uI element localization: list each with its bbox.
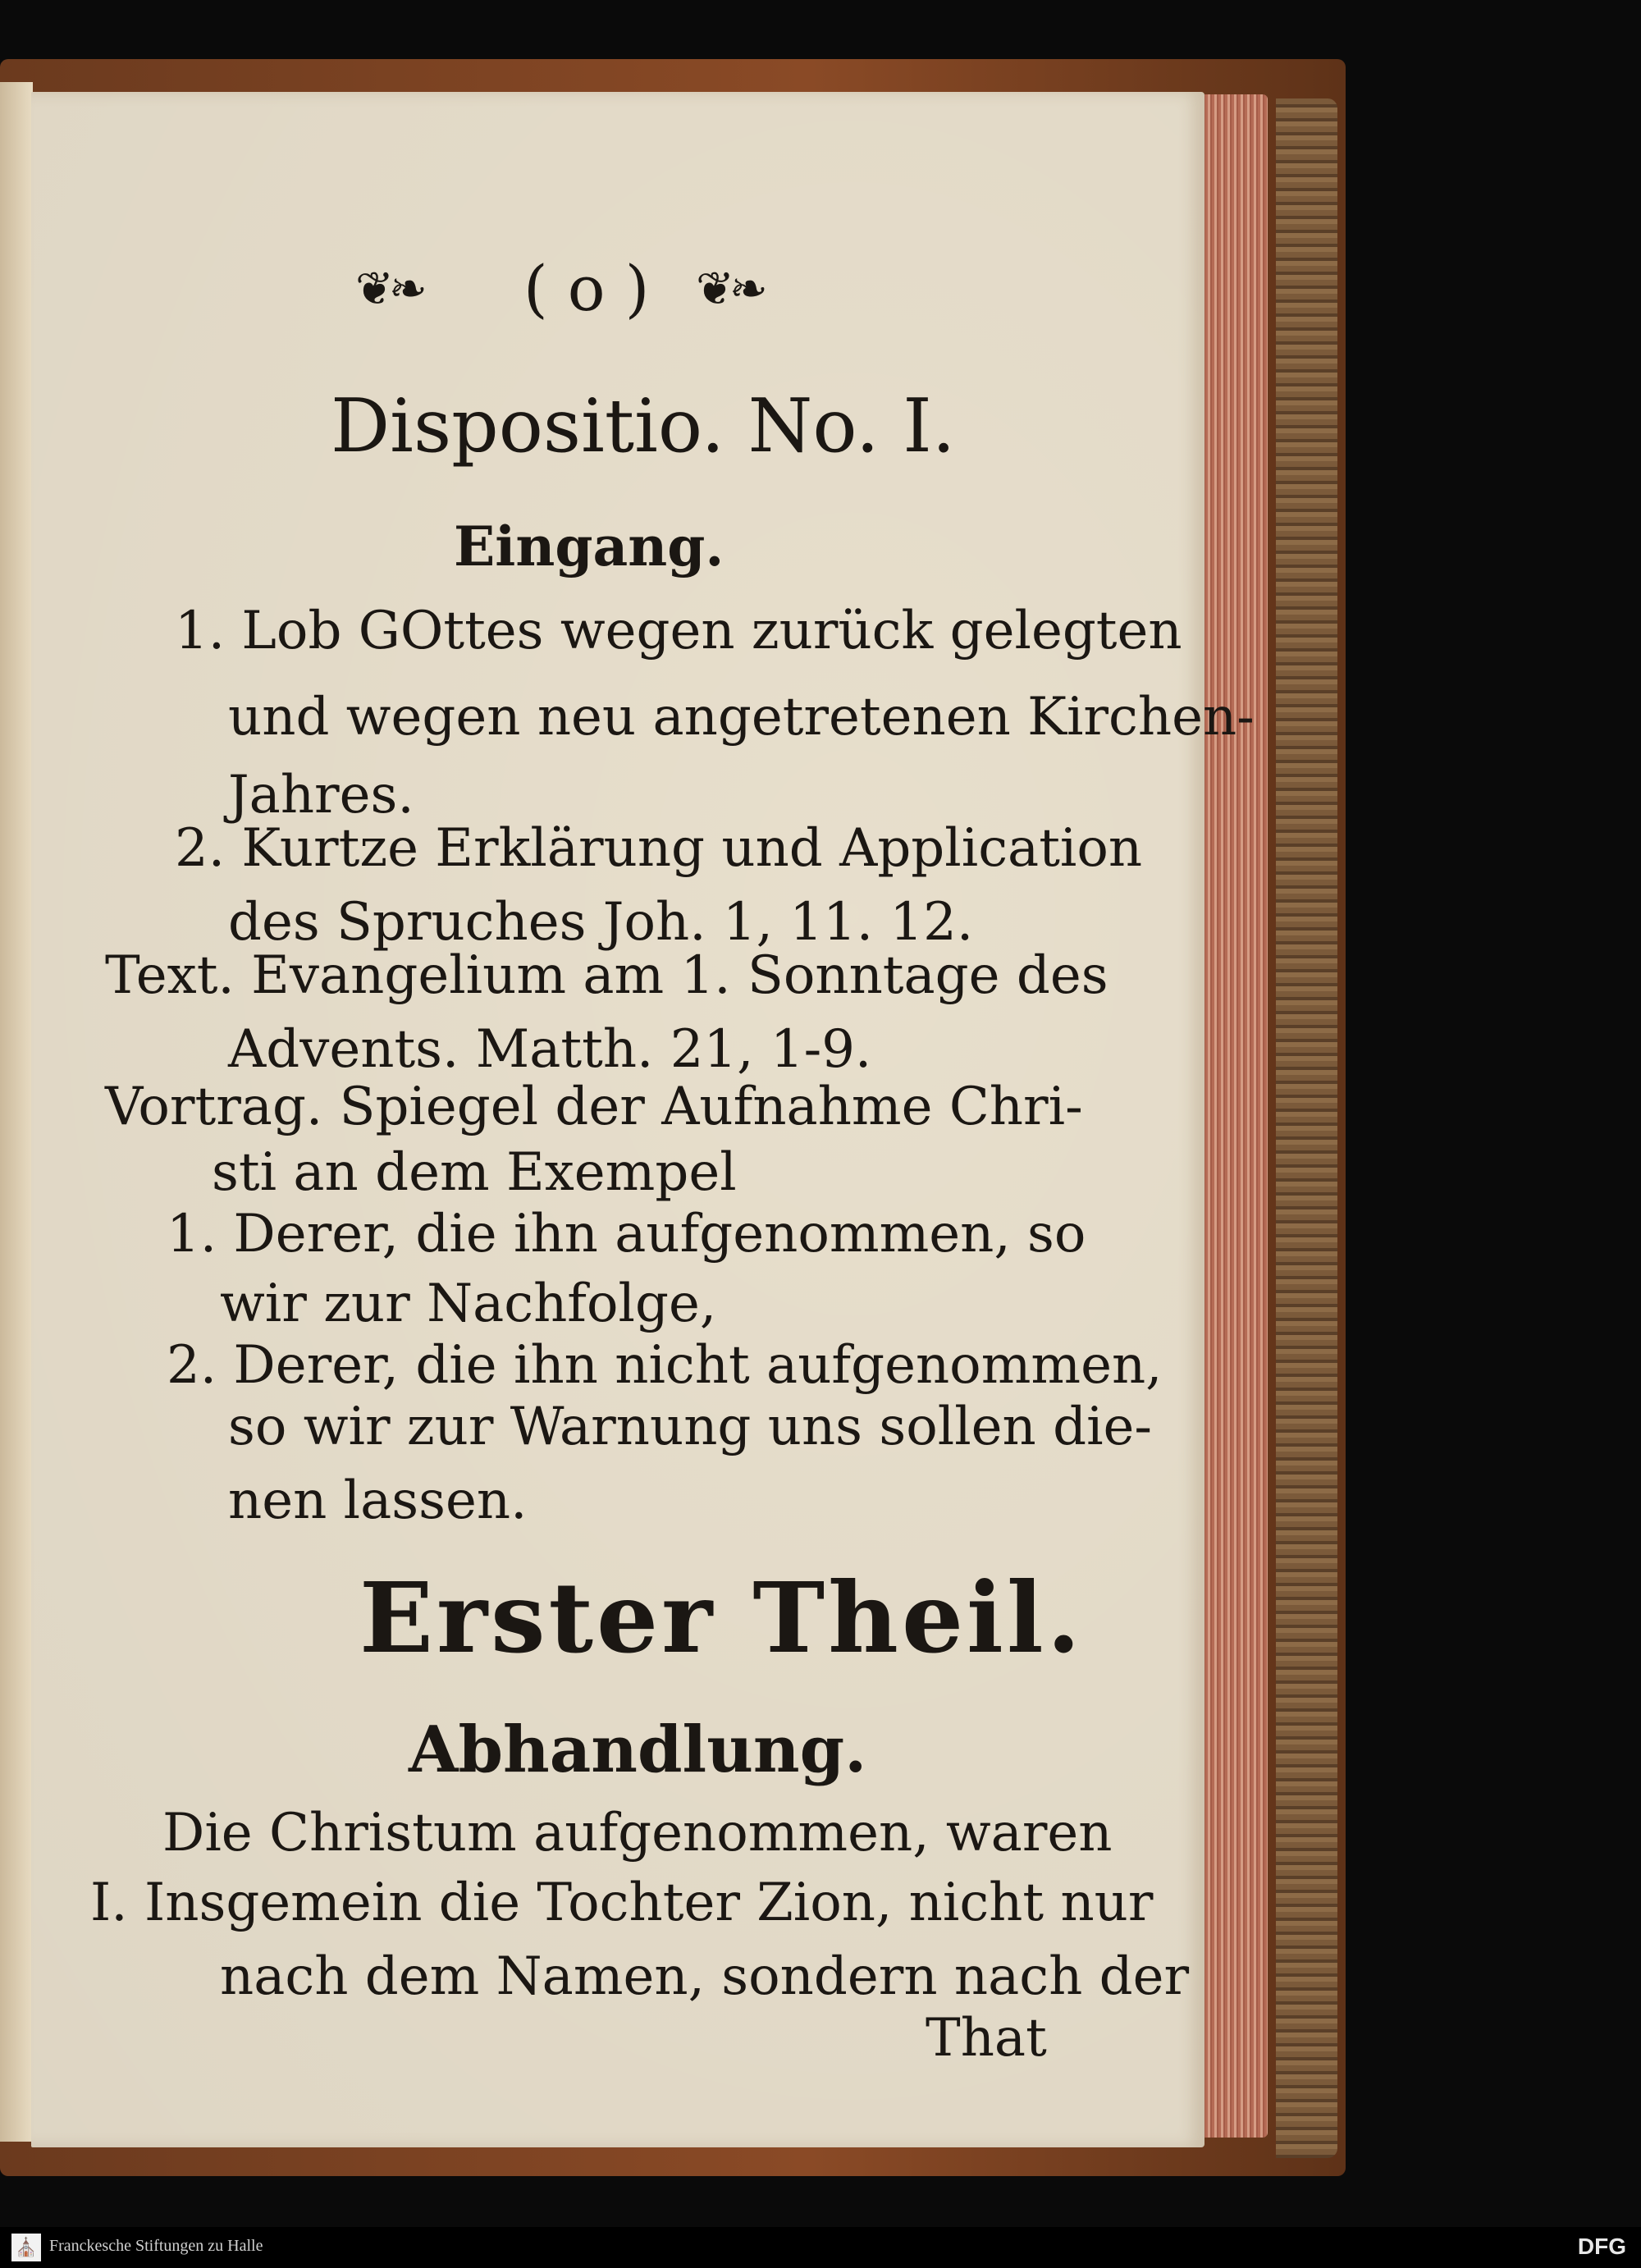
footer-bar — [0, 2227, 1641, 2268]
text-line: 2. Derer, die ihn nicht aufgenommen, — [167, 1335, 1163, 1396]
text-line: 1. Derer, die ihn aufgenommen, so — [167, 1204, 1086, 1264]
text-line: That — [926, 2008, 1047, 2069]
text-line: 1. Lob GOttes wegen zurück gelegten — [175, 601, 1182, 661]
left-page-sliver — [0, 82, 33, 2142]
text-line: nen lassen. — [228, 1470, 528, 1531]
ornament-right-icon: ❦❧ — [696, 262, 763, 316]
text-line: Text. Evangelium am 1. Sonntage des — [105, 945, 1108, 1006]
building-crest-icon: ⛪ — [11, 2234, 41, 2261]
text-line: sti an dem Exempel — [212, 1142, 737, 1203]
text-line: I. Insgemein die Tochter Zion, nicht nur — [90, 1872, 1154, 1933]
book-page — [31, 92, 1255, 2147]
institution-name: Franckesche Stiftungen zu Halle — [49, 2237, 263, 2255]
book-spine-edge — [1276, 98, 1337, 2158]
page-title: Dispositio. No. I. — [331, 383, 956, 469]
text-line: nach dem Namen, sondern nach der — [220, 1946, 1190, 2007]
section-heading: Abhandlung. — [409, 1712, 867, 1787]
text-line: Vortrag. Spiegel der Aufnahme Chri- — [105, 1077, 1083, 1137]
text-line: Die Christum aufgenommen, waren — [162, 1803, 1113, 1863]
dfg-logo: DFG — [1577, 2234, 1626, 2259]
intro-heading: Eingang. — [454, 514, 725, 578]
text-line: Advents. Matth. 21, 1-9. — [228, 1019, 872, 1080]
text-line: des Spruches Joh. 1, 11. 12. — [228, 892, 974, 953]
page-number: ( o ) — [523, 252, 650, 325]
text-line: Jahres. — [228, 765, 414, 825]
text-line: so wir zur Warnung uns sollen die- — [228, 1397, 1153, 1457]
part-heading: Erster Theil. — [359, 1561, 1084, 1675]
text-line: 2. Kurtze Erklärung und Application — [175, 818, 1143, 879]
ornament-left-icon: ❦❧ — [355, 262, 423, 316]
text-line: und wegen neu angetretenen Kirchen- — [228, 687, 1255, 748]
text-line: wir zur Nachfolge, — [220, 1273, 717, 1334]
